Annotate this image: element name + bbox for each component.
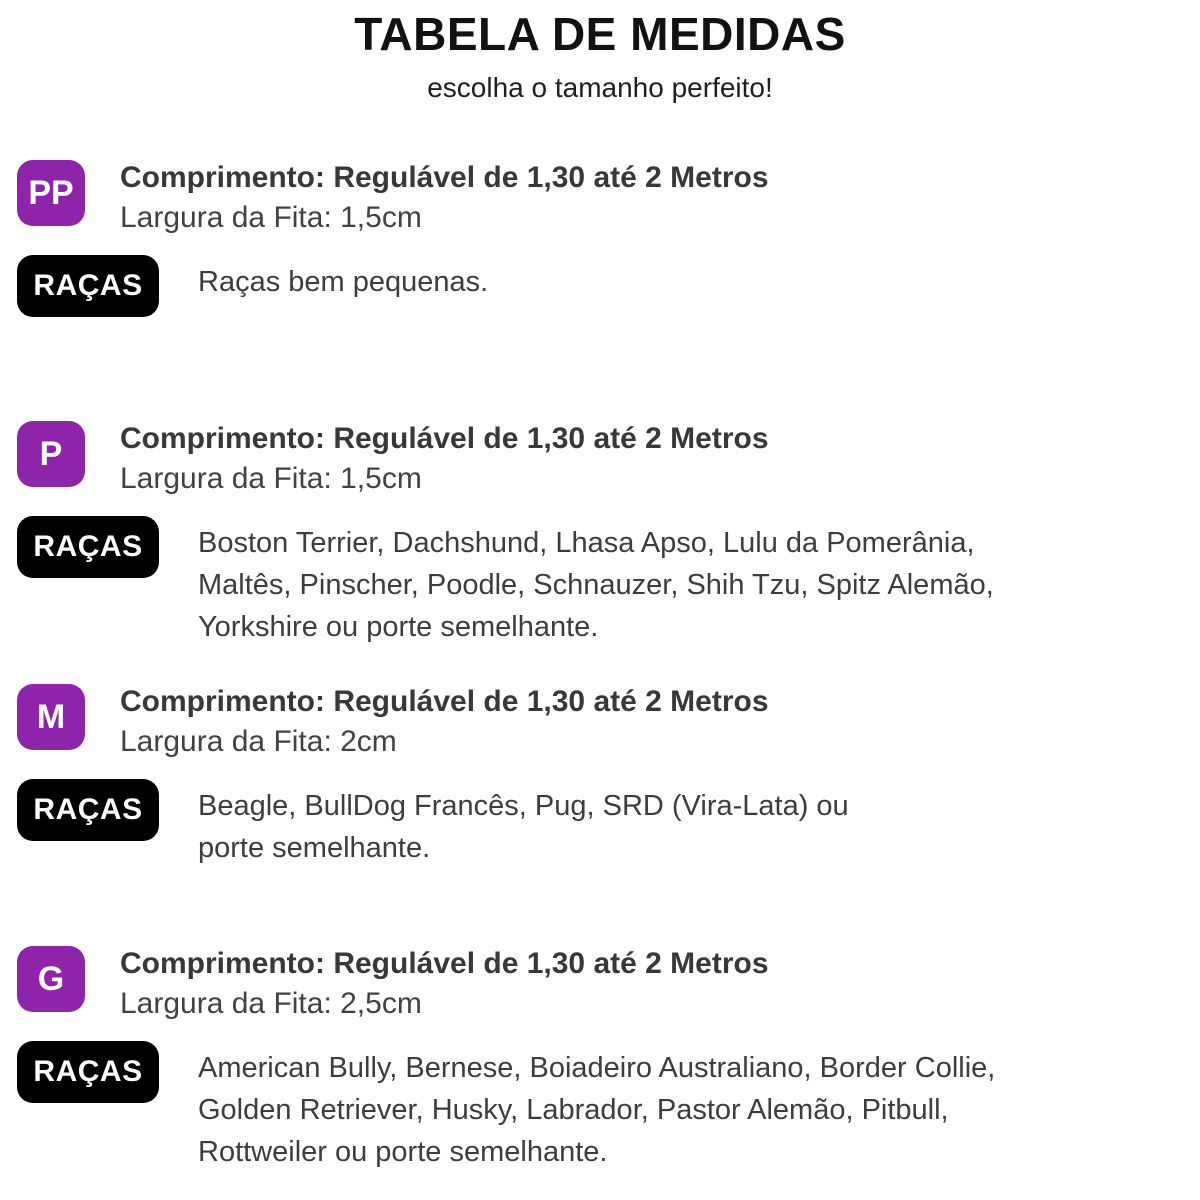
length-spec: Comprimento: Regulável de 1,30 até 2 Metros <box>120 161 769 194</box>
breeds-list-p: Boston Terrier, Dachshund, Lhasa Apso, Lulu da Pomerânia, Maltês, Pinscher, Poodle, Schnauzer, Shih Tzu, Spitz Alemão, Yorkshire ou porte semelhante. <box>198 527 994 643</box>
spec-row <box>17 684 1183 762</box>
size-section-pp <box>17 160 1183 302</box>
strap-width-spec: Largura da Fita: 2,5cm <box>120 987 422 1020</box>
strap-width-spec: Largura da Fita: 1,5cm <box>120 462 422 495</box>
spec-row <box>17 946 1183 1024</box>
spec-row <box>17 421 1183 499</box>
page-title: TABELA DE MEDIDAS <box>354 8 846 60</box>
header <box>0 8 1200 104</box>
breeds-badge: RAÇAS <box>17 779 159 841</box>
length-spec: Comprimento: Regulável de 1,30 até 2 Metros <box>120 422 769 455</box>
spec-text <box>120 419 769 499</box>
length-spec: Comprimento: Regulável de 1,30 até 2 Metros <box>120 685 769 718</box>
breeds-list-m: Beagle, BullDog Francês, Pug, SRD (Vira-Lata) ou porte semelhante. <box>198 790 849 864</box>
breeds-list-pp: Raças bem pequenas. <box>198 266 489 298</box>
spec-text <box>120 944 769 1024</box>
breeds-row <box>17 779 1163 869</box>
size-badge-pp: PP <box>17 160 85 226</box>
page-subtitle: escolha o tamanho perfeito! <box>427 72 773 103</box>
spec-row <box>17 160 1183 238</box>
breeds-badge: RAÇAS <box>17 1041 159 1103</box>
breeds-row <box>17 1041 1163 1173</box>
size-badge-p: P <box>17 421 85 487</box>
size-section-m <box>17 684 1183 864</box>
size-badge-g: G <box>17 946 85 1012</box>
size-badge-m: M <box>17 684 85 750</box>
length-spec: Comprimento: Regulável de 1,30 até 2 Metros <box>120 947 769 980</box>
strap-width-spec: Largura da Fita: 2cm <box>120 725 397 758</box>
spec-text <box>120 682 769 762</box>
spec-text <box>120 158 769 238</box>
size-section-p <box>17 421 1183 643</box>
breeds-row <box>17 516 1163 648</box>
breeds-row <box>17 255 1163 317</box>
breeds-badge: RAÇAS <box>17 255 159 317</box>
breeds-badge: RAÇAS <box>17 516 159 578</box>
breeds-list-g: American Bully, Bernese, Boiadeiro Australiano, Border Collie, Golden Retriever, Husky, Labrador, Pastor Alemão, Pitbull, Rottweiler ou porte semelhante. <box>198 1052 996 1168</box>
size-section-g <box>17 946 1183 1168</box>
strap-width-spec: Largura da Fita: 1,5cm <box>120 201 422 234</box>
